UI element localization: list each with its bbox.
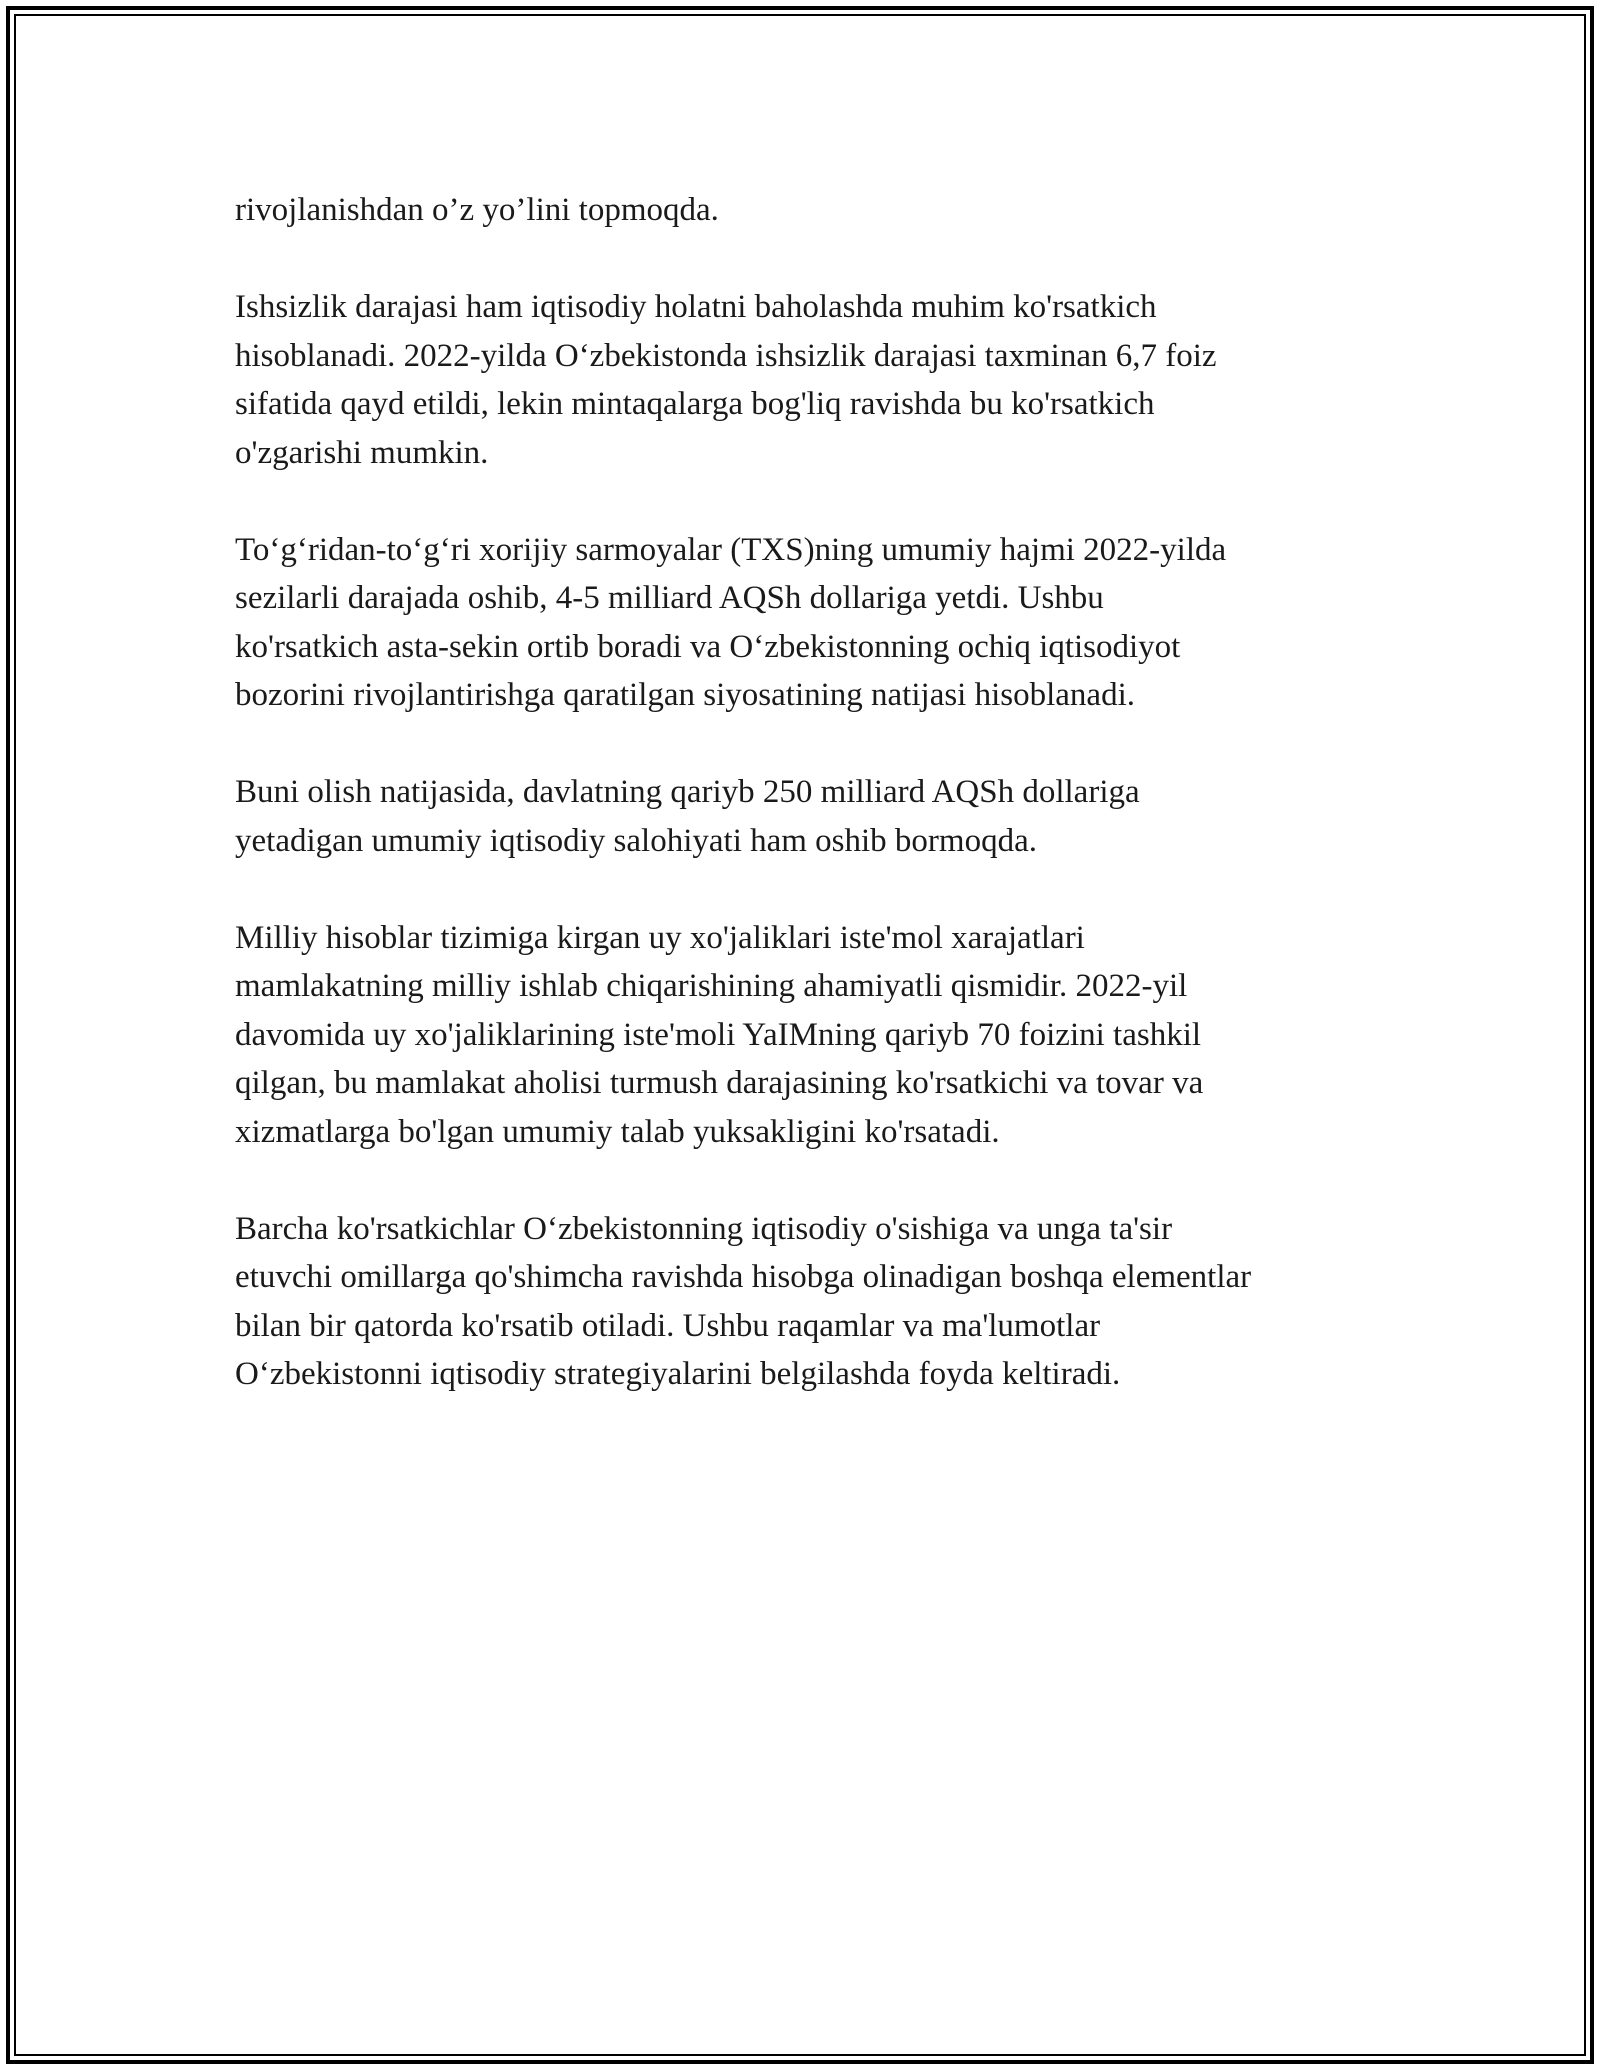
paragraph-unemployment: Ishsizlik darajasi ham iqtisodiy holatni baholashda muhim ko'rsatkich hisoblanadi. 2022-yilda O‘zbekistonda ishsizlik darajasi taxminan 6,7 foiz sifatida qayd etildi, lekin mintaqalarga bog'liq ravishda bu ko'rsatkich o'zgarishi mumkin. [235, 289, 1217, 471]
paragraph-continuation: rivojlanishdan o’z yo’lini topmoqda. [235, 192, 719, 228]
paragraph-household-consumption: Milliy hisoblar tizimiga kirgan uy xo'jaliklari iste'mol xarajatlari mamlakatning milliy ishlab chiqarishining ahamiyatli qismidir. 2022-yil davomida uy xo'jaliklarining iste'moli YaIMning qariyb 70 foizini tashkil qilgan, bu mamlakat aholisi turmush darajasining ko'rsatkichi va tovar va xizmatlarga bo'lgan umumiy talab yuksakligini ko'rsatadi. [235, 919, 1204, 1150]
document-body [235, 186, 1370, 1399]
paragraph-foreign-investment: To‘g‘ridan-to‘g‘ri xorijiy sarmoyalar (TXS)ning umumiy hajmi 2022-yilda sezilarli darajada oshib, 4-5 milliard AQSh dollariga yetdi. Ushbu ko'rsatkich asta-sekin ortib boradi va O‘zbekistonning ochiq iqtisodiyot bozorini rivojlantirishga qaratilgan siyosatining natijasi hisoblanadi. [235, 531, 1227, 713]
paragraph-economic-potential: Buni olish natijasida, davlatning qariyb 250 milliard AQSh dollariga yetadigan umumiy iqtisodiy salohiyati ham oshib bormoqda. [235, 774, 1140, 859]
paragraph-conclusion: Barcha ko'rsatkichlar O‘zbekistonning iqtisodiy o'sishiga va unga ta'sir etuvchi omillarga qo'shimcha ravishda hisobga olinadigan boshqa elementlar bilan bir qatorda ko'rsatib otiladi. Ushbu raqamlar va ma'lumotlar O‘zbekistonni iqtisodiy strategiyalarini belgilashda foyda keltiradi. [235, 1210, 1252, 1392]
